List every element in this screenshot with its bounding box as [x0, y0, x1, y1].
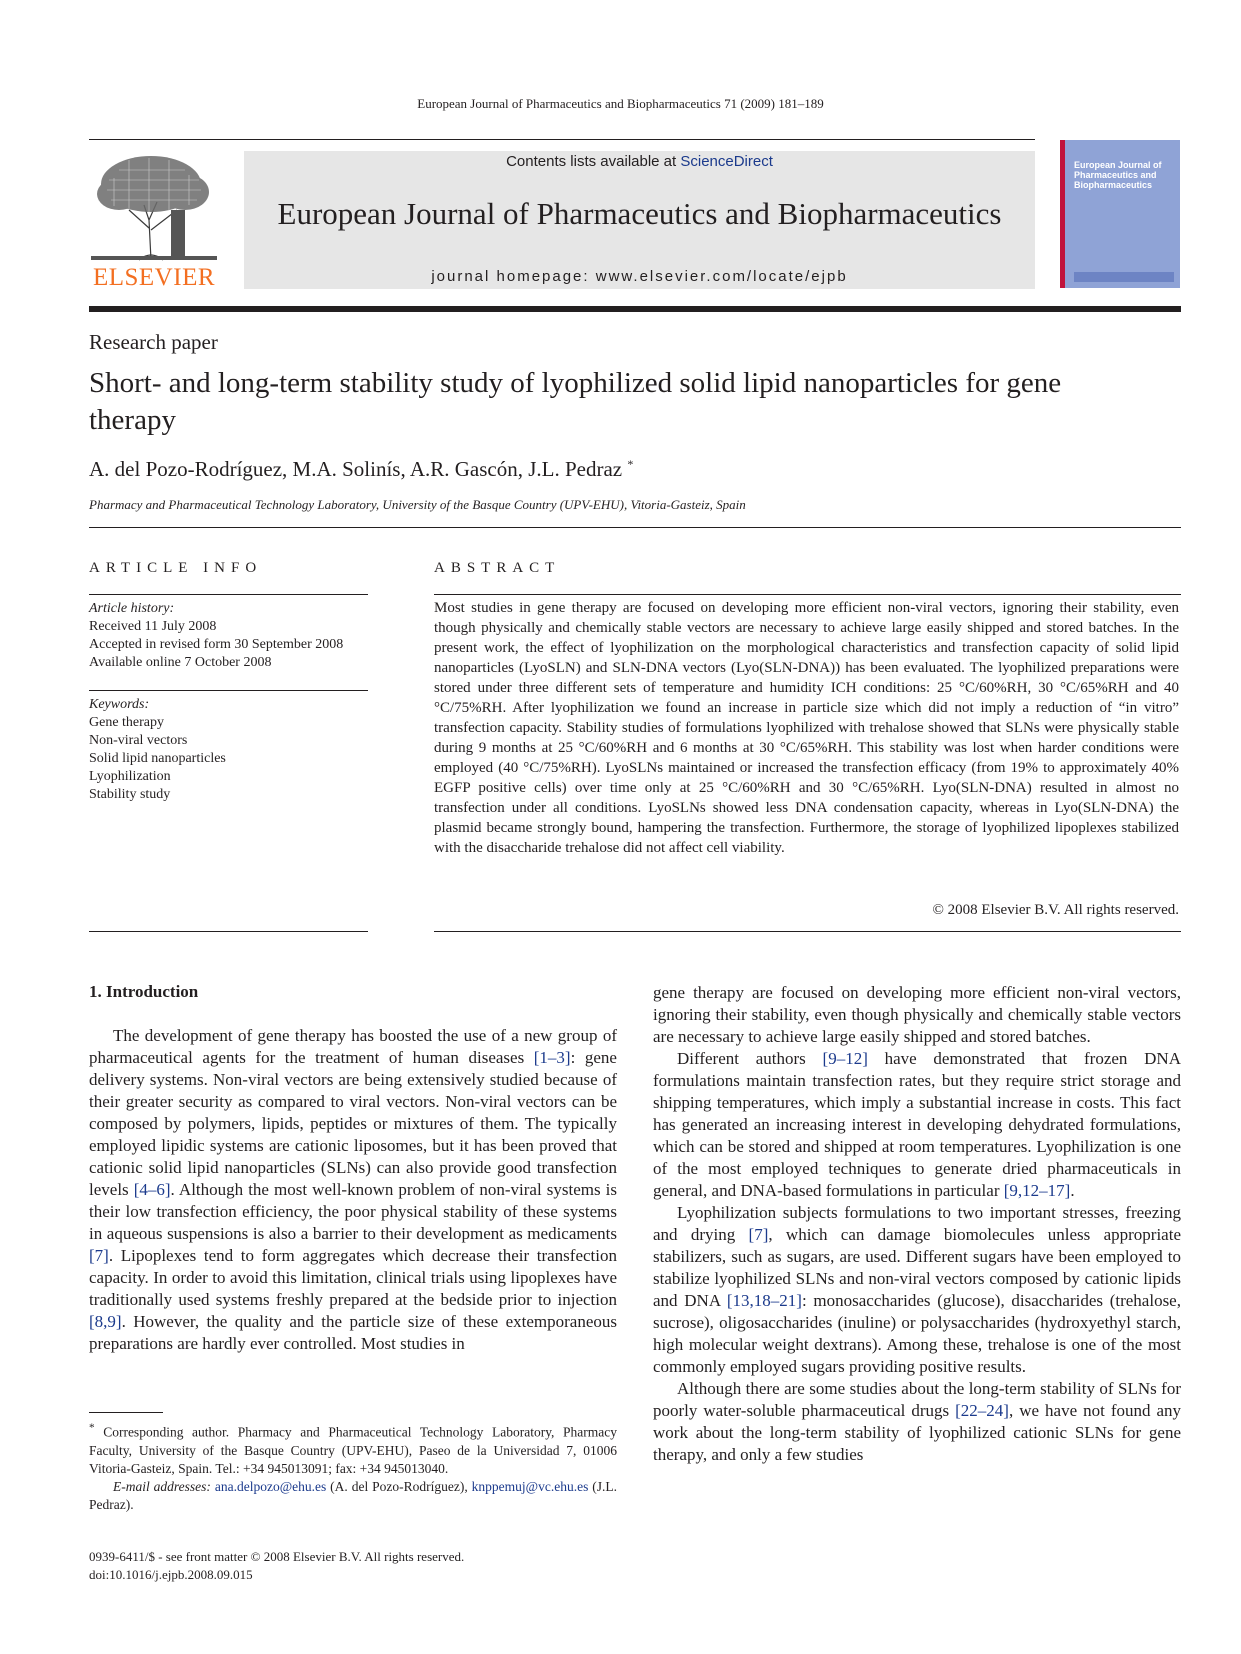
abstract-bottom-rule — [434, 931, 1181, 932]
article-title: Short- and long-term stability study of lyophilized solid lipid nanoparticles for gene therapy — [89, 367, 1062, 436]
text-run: Different authors — [677, 1049, 823, 1068]
abstract-text: Most studies in gene therapy are focused on developing more efficient non-viral vectors, ignoring their stability, even though physically and chemically stable vectors are necessary to achieve large easily shipped and stored batches. In the present work, the effect of lyophilization on the morphological characteristics and transfection capacity of solid lipid nanoparticles (LyoSLN) and SLN-DNA vectors (Lyo(SLN-DNA)) has been evaluated. The lyophilized preparations were stored under three different sets of temperature and humidity ICH conditions: 25 °C/60%RH, 30 °C/65%RH and 40 °C/75%RH. After lyophilization we found an increase in particle size which did not imply a reduction of “in vitro” transfection capacity. Stability studies of formulations lyophilized with trehalose showed that SLNs were physically stable during 9 months at 25 °C/60%RH and 6 months at 30 °C/65%RH. This stability was lost when harder conditions were employed (40 °C/75%RH). LyoSLNs maintained or increased the transfection efficacy (from 19% to approximately 40% EGFP positive cells) over time only at 25 °C/60%RH and 30 °C/65%RH. Lyo(SLN-DNA) resulted in almost no transfection under all conditions. LyoSLNs showed less DNA condensation capacity, whereas in Lyo(SLN-DNA) the plasmid became strongly bound, hampering the transfection. Furthermore, the storage of lyophilized lipoplexes stabilized with the disaccharide trehalose did not affect cell viability. — [434, 600, 1179, 856]
tree-icon — [89, 150, 219, 262]
citation-link[interactable]: [22–24] — [955, 1401, 1009, 1420]
doi-line[interactable]: doi:10.1016/j.ejpb.2008.09.015 — [89, 1567, 253, 1582]
text-run: . However, the quality and the particle size of these extemporaneous preparations are hardly ever controlled. Most studies in — [89, 1312, 617, 1353]
article-info-rule — [89, 594, 368, 595]
sciencedirect-link[interactable]: ScienceDirect — [680, 153, 773, 170]
body-column-left — [89, 1025, 617, 1355]
publisher-name: ELSEVIER — [92, 264, 216, 291]
intro-paragraph-1-continued: gene therapy are focused on developing more efficient non-viral vectors, ignoring their stability, even though physically and chemically stable vectors are necessary to achieve large easily shipped and stored batches. — [653, 983, 1181, 1046]
journal-cover-thumbnail — [1060, 140, 1180, 288]
text-run: Lyophilization subjects formulations to two important stresses, freezing and drying — [653, 1203, 1181, 1244]
email-link[interactable]: ana.delpozo@ehu.es — [214, 1478, 327, 1494]
citation-link[interactable]: [13,18–21] — [726, 1291, 802, 1310]
masthead-thick-rule — [89, 306, 1181, 312]
keywords-label: Keywords: — [89, 697, 150, 712]
citation-link[interactable]: [4–6] — [133, 1180, 171, 1199]
citation-link[interactable]: [9–12] — [822, 1049, 868, 1068]
journal-homepage[interactable]: journal homepage: www.elsevier.com/locate/ejpb — [431, 268, 848, 285]
affiliation: Pharmacy and Pharmaceutical Technology Laboratory, University of the Basque Country (UPV-EHU), Vitoria-Gasteiz, Spain — [89, 497, 746, 512]
figure-silhouette — [171, 210, 185, 256]
issn-line: 0939-6411/$ - see front matter © 2008 Elsevier B.V. All rights reserved. — [89, 1549, 465, 1564]
cover-title: European Journal of Pharmaceutics and Biopharmaceutics — [1074, 160, 1162, 190]
text-run: : gene delivery systems. Non-viral vectors are being extensively studied because of their greater security as compared to viral vectors. Non-viral vectors can be composed by polymers, lipids, peptides or mixtures of them. The typically employed lipidic systems are cationic liposomes, but it has been proved that cationic solid lipid nanoparticles (SLNs) can also provide good transfection levels — [89, 1048, 617, 1199]
article-info-bottom-rule — [89, 931, 368, 932]
text-run: , we have not found any work about the long-term stability of lyophilized cationic SLNs for gene therapy, and only a few studies — [653, 1401, 1182, 1464]
author-list — [89, 457, 633, 482]
email-label: E-mail addresses: — [113, 1478, 211, 1494]
intro-paragraph-2 — [653, 1048, 1181, 1202]
citation-link[interactable]: [1–3] — [533, 1048, 571, 1067]
footnote-mark: * — [89, 1422, 95, 1434]
citation-link[interactable]: [7] — [89, 1246, 109, 1265]
history-accepted: Accepted in revised form 30 September 2008 — [89, 637, 344, 652]
history-received: Received 11 July 2008 — [89, 619, 217, 634]
article-type: Research paper — [89, 330, 218, 354]
article-history — [89, 600, 379, 672]
contents-line — [244, 153, 1035, 170]
keyword: Stability study — [89, 787, 171, 802]
text-run: . Lipoplexes tend to form aggregates which decrease their transfection capacity. In order to avoid this limitation, clinical trials using lipoplexes have traditionally used systems freshly prepared at the bedside prior to injection — [89, 1246, 617, 1309]
text-run: : monosaccharides (glucose), disaccharides (trehalose, sucrose), oligosaccharides (inuline) or polysaccharides (hydroxyethyl starch, high molecular weight dextrans). Among these, trehalose is one of the most commonly employed sugars providing positive results. — [653, 1291, 1181, 1376]
intro-paragraph-3 — [653, 1202, 1181, 1378]
intro-paragraph-1 — [89, 1025, 617, 1355]
keywords — [89, 696, 379, 804]
email-owner: (J.L. Pedraz). — [89, 1478, 618, 1512]
title-block-rule — [89, 527, 1181, 528]
keyword: Non-viral vectors — [89, 733, 188, 748]
corresponding-text: Corresponding author. Pharmacy and Pharmaceutical Technology Laboratory, Pharmacy Faculty, University of the Basque Country (UPV-EHU), Paseo de la Universidad 7, 01006 Vitoria-Gasteiz, Spain. Tel.: +34 945013091; fax: +34 945013040. — [89, 1424, 617, 1476]
history-label: Article history: — [89, 601, 175, 616]
body-column-right — [653, 982, 1181, 1466]
citation-link[interactable]: [8,9] — [89, 1312, 122, 1331]
journal-title: European Journal of Pharmaceutics and Biopharmaceutics — [277, 196, 1002, 231]
text-run: The development of gene therapy has boosted the use of a new group of pharmaceutical agents for the treatment of human diseases — [89, 1026, 617, 1067]
corresponding-author-note — [89, 1419, 617, 1478]
keyword: Lyophilization — [89, 769, 171, 784]
abstract-copyright: © 2008 Elsevier B.V. All rights reserved. — [932, 902, 1179, 918]
footnote — [89, 1419, 617, 1514]
elsevier-logo — [89, 150, 219, 292]
cover-strip — [1060, 140, 1065, 288]
citation-link[interactable]: [9,12–17] — [1003, 1181, 1071, 1200]
citation-link[interactable]: [7] — [748, 1225, 769, 1244]
running-head: European Journal of Pharmaceutics and Biopharmaceutics 71 (2009) 181–189 — [417, 96, 824, 111]
text-run: . Although the most well-known problem of non-viral systems is their low transfection efficiency, the poor physical stability of these systems in aqueous suspensions is also a barrier to their development as medicaments — [89, 1180, 617, 1243]
journal-banner — [244, 151, 1035, 289]
cover-footer-bar — [1074, 272, 1174, 282]
front-matter — [89, 1548, 464, 1584]
keyword: Gene therapy — [89, 715, 165, 730]
text-run: , which can damage biomolecules unless appropriate stabilizers, such as sugars, are used. Different sugars have been employed to stabilize lyophilized SLNs and non-viral vectors composed by cationic lipids and DNA — [653, 1225, 1181, 1310]
keyword: Solid lipid nanoparticles — [89, 751, 226, 766]
corresponding-mark[interactable]: * — [627, 457, 634, 471]
article-info-heading: ARTICLE INFO — [89, 560, 263, 576]
abstract-rule — [434, 594, 1181, 595]
email-link[interactable]: knppemuj@vc.ehu.es — [471, 1478, 589, 1494]
section-heading-introduction: 1. Introduction — [89, 982, 199, 1001]
contents-prefix: Contents lists available at — [506, 153, 681, 170]
email-addresses — [89, 1478, 617, 1514]
abstract-heading: ABSTRACT — [434, 560, 561, 576]
text-run: have demonstrated that frozen DNA formulations maintain transfection rates, but they require strict storage and shipping temperatures, which imply a substantial increase in costs. This fact has generated an increasing interest in developing dehydrated formulations, which can be stored and shipped at room temperatures. Lyophilization is one of the most employed techniques to generate dried pharmaceuticals in general, and DNA-based formulations in particular — [653, 1049, 1181, 1200]
history-online: Available online 7 October 2008 — [89, 655, 272, 670]
text-run: Although there are some studies about the long-term stability of SLNs for poorly water-soluble pharmaceutical drugs — [653, 1379, 1181, 1420]
keywords-rule — [89, 690, 368, 691]
email-owner: (A. del Pozo-Rodríguez), — [326, 1478, 472, 1494]
intro-paragraph-4 — [653, 1378, 1181, 1466]
footnote-rule — [89, 1412, 163, 1413]
text-run: . — [1070, 1181, 1075, 1200]
header-rule — [89, 139, 1035, 140]
authors-text: A. del Pozo-Rodríguez, M.A. Solinís, A.R. Gascón, J.L. Pedraz — [89, 457, 623, 481]
